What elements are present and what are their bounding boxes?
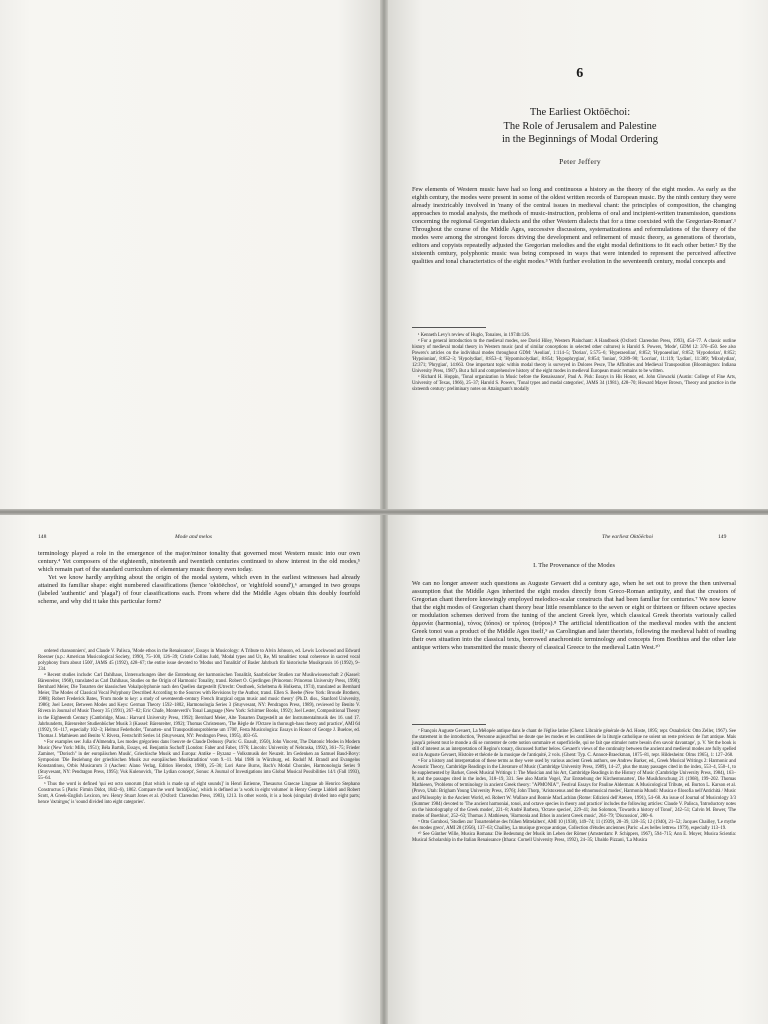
top-footnotes	[412, 333, 736, 393]
right-running-head: The earliest Oktōēchoi	[602, 534, 653, 540]
page-148-body	[38, 550, 360, 606]
page-149-body: We can no longer answer such questions as Auguste Gevaert did a century ago, when he set out to prove the then universal assumption that the Middle Ages inherited the eight modes directly from Greco-Roman antiquity, and that the creators of Gregorian chant therefore knowingly employed melodico-scalar constructs that had been familiar for centuries.⁷ We now know that the eight modes of Gregorian chant theory bear little resemblance to the seven or eight or thirteen or fifteen octave species or modulation schemes derived from the tuning of the ancient Greek lyre, which classical Greek theorists variously called ἁρμονία (harmonia), τόνος (tónos) or τρόπος (trópos).⁸ The artificial identification of the medieval modes with the ancient Greek tonoi was a product of the Middle Ages itself,⁹ as Carolingian and later theorists, following the medieval habit of reading their own situation into the classical texts, borrowed anachronistic terminology and concepts from Boethius and the other late antique writers who transmitted the music theory of classical Greece to the medieval Latin West.¹⁰	[412, 580, 736, 652]
top-spread-gutter	[380, 0, 388, 512]
left-folio: 148	[38, 534, 47, 540]
footnote-1: ¹ Kenneth Levy's review of Huglo, Tonaires, in 1974b:126.	[418, 333, 531, 338]
page-149-footnotes	[412, 729, 736, 844]
bottom-spread-gutter	[380, 512, 388, 1024]
footnote-rule	[412, 724, 486, 725]
chapter-title	[430, 106, 730, 147]
footnote-4: ⁴ Recent studies include: Carl Dahlhaus, Untersuchungen über die Entstehung der harmonischen Tonalität, Saarbrücker Studien zur Musikwissenschaft 2 (Kassel: Bärenreiter, 1968), translated as Carl Dahlhaus, Studies on the Origin of Harmonic Tonality, transl. Robert O. Gjerdingen (Princeton: Princeton University Press, 1990); Bernhard Meier, Die Tonarten der klassischen Vokalpolyphonie nach den Quellen dargestellt (Utrecht: Oosthoek, Scheltema & Holkema, 1974), translated as Bernhard Meier, The Modes of Classical Vocal Polyphony Described According to the Sources with Revisions by the Author, transl. Ellen S. Beebe (New York: Broude Brothers, 1988); Robert Frederick Bates, 'From mode to key: a study of seventeenth-century French liturgical organ music and music theory' (Ph.D. diss., Stanford University, 1986); Joel Lester, Between Modes and Keys: German Theory 1592–1802, Harmonologia Series 3 (Stuyvesant, NY: Pendragon Press, 1989), reviewed by Benito V. Rivera in Journal of Music Theory 35 (1991), 267–82; Eric Chafe, Monteverdi's Tonal Language (New York: Schirmer Books, 1992); Joel Lester, Compositional Theory in the Eighteenth Century (Cambridge, Mass.: Harvard University Press, 1992); Bernhard Meier, Alte Tonarten Dargestellt an der Instrumentalmusik des 16. und 17. Jahrhunderts, Bärenreiter Studienbücher Musik 3 (Kassel: Bärenreiter, 1992); Thomas Christensen, 'The Règle de l'Octave in thorough-bass theory and practice', AMI 64 (1992), 91–117, especially 102–3; Helmut Federhofer, 'Tonarten- und Transpositionsprobleme um 1700', Festa Musicologica: Essays in Honor of George J. Buelow, ed. Thomas J. Mathiesen and Benito V. Rivera, Festschrift Series 14 (Stuyvesant, NY: Pendragon Press, 1995), 403–65.	[38, 673, 360, 739]
footnote-3-continued: ordered chansonniers', and Claude V. Palisca, 'Mode ethos in the Renaissance', Essays in Musicology: A Tribute to Alvin Johnson, ed. Lewis Lockwood and Edward Roesner (n.p.: American Musicological Society, 1990), 75–100, 126–39; Cristle Collins Judd, 'Modal types and Ut, Re, Mi tonalities: tonal coherence in sacred vocal polyphony from about 1500', JAMS 45 (1992), 428–67; the entire issue devoted to 'Modus und Tonalität' of Basler Jahrbuch für historische Musikpraxis 16 (1992), 9–234.	[38, 649, 360, 673]
page-148-footnotes	[38, 649, 360, 806]
chapter-number: 6	[576, 66, 584, 81]
footnote-9: ⁹ Otto Gombosi, 'Studien zur Tonartenlehre des frühen Mittelalters', AMI 10 (1938), 149–74; 11 (1939), 28–39, 128–35; 12 (1940), 21–52; Jacques Chailley, 'Le mythe des modes grecs', AMI 28 (1956), 137–63; Chailley, La musique grecque antique, Collection d'études anciennes (Paris: «Les belles lettres» 1979), especially 113–19.	[412, 819, 736, 831]
chapter-title-line-1: The Earliest Oktōēchoi:	[529, 107, 631, 118]
footnote-6: ⁶ Thus the word is defined 'qui est octo sonorum [that which is made up of eight sounds]' in Henri Estienne, Thesaurus Graecae Linguae ab Henrico Stephano Constructus 5 (Paris: Firmin Didot, 1842–6), 1862. Compare the word 'ἀκτάῆλλος', which is defined as 'a work in eight volumes' in Henry George Liddell and Robert Scott, A Greek-English Lexicon, rev. Henry Stuart Jones et al. (Oxford: Clarendon Press, 1983), 1213. In other words, it is a book (singular) divided into eight parts; hence 'ἀκτάηχος' is 'sound divided into eight categories'.	[38, 782, 360, 806]
spread-divider	[0, 509, 768, 515]
right-folio: 149	[718, 534, 727, 540]
footnote-3: ³ Richard H. Hoppin, 'Tonal organization in Music before the Renaissance', Paul A. Pisk: Essays in His Honor, ed. John Glowacki (Austin: College of Fine Arts, University of Texas, 1966), 25–37; Harold S. Powers, 'Tonal types and modal categories', JAMS 34 (1981), 428–70; Howard Mayer Brown, 'Theory and practice in the sixteenth century: preliminary notes on Attaingnant's modally	[412, 375, 736, 393]
footnote-8: ⁸ For a history and interpretation of these terms as they were used by various ancient Greek authors, see Andrew Barker, ed., Greek Musical Writings 2: Harmonic and Acoustic Theory, Cambridge Readings in the Literature of Music (Cambridge University Press, 1989), 14–27, plus the many passages cited in the index, 553–4, 550–1, to be supplemented by Barker, Greek Musical Writings 1: The Musician and his Art, Cambridge Readings in the History of Music (Cambridge University Press, 1984), 163–8, and the passages cited in the index, 318–19, 331. See also Martin Vogel, 'Zur Entstehung der Kirchentonarten', Die Musikforschung 21 (1968), 199–202. Thomas Mathiesen, 'Problems of terminology in ancient Greek theory: "APMONIA"', Festival Essays for Pauline Alderman: A Musicological Tribute, ed. Burton L. Karson et al. (Provo, Utah: Brigham Young University Press, 1976); John Thorp, 'Aristoxenus and the ethnomusical modes', Harmonia Mundi: Musica e filosofia nell'Antichità / Music and Philosophy in the Ancient World, ed. Robert W. Wallace and Bonnie MacLachlan (Rome: Edizioni dell'Ateneo, 1991), 54–68. An issue of Journal of Musicology 3/3 (Summer 1984) devoted to 'The ancient harmoniai, tonoi, and octave species in theory and practice' includes the following articles: Claude V. Palisca, 'Introductory notes on the historiography of the Greek modes', 221–8; André Barbera, 'Octave species', 229–41; Jon Solomon, 'Towards a history of Tonoi', 242–51; Calvin M. Bower, 'The modes of Boethius', 252–63; Thomas J. Mathiesen, 'Harmonia and Ethos in ancient Greek music', 264–79; 'Discussion', 280–6.	[412, 759, 736, 819]
chapter-title-line-2: The Role of Jerusalem and Palestine	[503, 120, 657, 132]
page-148-paragraph-1: terminology played a role in the emergence of the major/minor tonality that governed most Western music into our own century.⁴ Yet composers of the eighteenth, nineteenth and twentieth centuries continued to show interest in the old modes,⁵ which remain part of the standard curriculum of elementary music theory even today.	[38, 550, 360, 574]
footnote-5: ⁵ For examples see: Julia d'Almendra, Les modes grégoriens dans l'oeuvre de Claude Debussy (Paris: G. Enault, 1950), John Vincent, The Diatonic Modes in Modern Music (New York: Mills, 1951); Béla Bartók, Essays, ed. Benjamin Suchoff (London: Faber and Faber, 1976; Lincoln: University of Nebraska, 1992), 361–75; Frieder Zaminer, '"Dorisch" in der europäischen Musik', Griechische Musik und Europa: Antike – Byzanz – Volksmusik der Neuzeit. Im Gedenken an Samuel Baud-Bovy: Symposion 'Die Beziehung der griechischen Musik zur europäischen Musiktradition' vom 9.–11. Mai 1986 in Würzburg, ed. Rudolf M. Brandl and Evangelos Konstantinou, Orbis Musicarum 3 (Aachen: Alano Verlag, Edition Herodot, 1988), 25–36; Lori Anne Burns, Bach's Modal Chorales, Harmonologia Series 9 (Stuyvesant, NY: Pendragon Press, 1995); Vuk Kulenovich, 'The Lydian concept', Sonus: A Journal of Investigations into Global Musical Possibilities 14/1 (Fall 1993), 55–64.	[38, 739, 360, 781]
left-running-head: Mode and melos	[175, 534, 212, 540]
bottom-book-spread	[0, 512, 768, 1024]
page-148-paragraph-2: Yet we know hardly anything about the origin of the modal system, which even in the earliest witnesses had already attained its familiar shape: eight numbered classifications (hence 'oktōēchos', or 'eightfold sound'),⁶ arranged in two groups (labeled 'authentic' and 'plagal') of four classifications each. From where did the Middle Ages obtain this doubly fourfold scheme, and why did it take this particular form?	[38, 574, 360, 606]
top-left-page-blank	[0, 0, 384, 512]
chapter-opening-paragraph: Few elements of Western music have had so long and continuous a history as the theory of the eight modes. As early as the eighth century, the modes were present in some of the oldest written records of European music. By the ninth century they were already inextricably involved in 'many of the central issues in medieval chant: the principles of composition, the changing approaches to modal analysis, the methods of music-instruction, problems of oral and incipient-written transmission, questions concerning the regional Gregorian dialects and the other Western dialects that for a time coexisted with the Gregorian-Roman'.¹ Throughout the course of the Middle Ages, successive discussions, systematizations and reformulations of the theory of the modes were among the strongest forces driving the development and refinement of music theory, as generations of theorists, editors and copyists repeatedly adjusted the Gregorian melodies and the eight modal definitions to fit each other better.² By the sixteenth century, polyphonic music was being composed in ways that were intended to represent the perceived affective qualities and tonal characteristics of the eight modes.³ With further evolution in the seventeenth century, modal concepts and	[412, 186, 736, 266]
footnote-7: ⁷ François Auguste Gevaert, La Mélopée antique dans le chant de l'église latine (Ghent: Librairie générale de Ad. Hoste, 1895; repr. Osnabrück: Otto Zeller, 1967). See the statement in the introduction, 'Personne aujourd'hui ne doute que les modes et les cantilènes de la liturgie catholique ne soient un reste précieux de l'art antique. Mais jusqu'à présent tout le monde a dû se contenter de cette notion sommaire et superficielle, qui ne fait que stimuler notre besoin d'en savoir davantage', p. V. Yet the book is still of interest as an interpretation of Regino's tonary, discussed further below. Gevaert's views of the continuity between the ancient and medieval modes are fully spelled out in Auguste Gevaert, Histoire et théorie de la musique de l'antiquité, 2 vols. (Ghent: Typ. C. Annoot-Braeckman, 1875–81, repr. Hildesheim: Olms 1965), 1: 127–268.	[412, 729, 736, 759]
footnote-2: ² For a general introduction to the medieval modes, see David Hiley, Western Plainchant: A Handbook (Oxford: Clarendon Press, 1993), 454–77. A classic outline history of medieval modal theory in Western music (and of similar conceptions in selected other cultures) is Harold S. Powers, 'Mode', GDM 12: 376–450. See also Powers's articles on the individual modes throughout GDM: 'Aeolian', 1:114–5; 'Dorian', 5:575–6; 'Hyperaeolian', 8:852; 'Hypoaeolian', 8:852; 'Hypodorian', 8:852; 'Hypoionian', 8:852–3; 'Hypolydian', 8:853–4; 'Hypomixolydian', 8:854; 'Hypophrygian', 8:854; 'Ionian', 9:289–90; 'Locrian', 11:119; 'Lydian', 11:389; 'Mixolydian', 12:371; 'Phrygian', 14:663. One important topic within modal theory is surveyed in Dolores Pesce, The Affinities and Medieval Transposition (Bloomington: Indiana University Press, 1987). But a full and comprehensive history of the eight modes in medieval European music remains to be written.	[412, 339, 736, 375]
chapter-title-line-3: in the Beginnings of Modal Ordering	[501, 134, 659, 145]
section-heading: I. The Provenance of the Modes	[533, 562, 615, 569]
chapter-author: Peter Jeffery	[559, 156, 601, 166]
chapter-heading	[430, 66, 730, 166]
footnote-10: ¹⁰ See Günther Wille, Musica Romana: Die Bedeutung der Musik im Leben der Römer (Amsterdam: P. Schippers, 1967), 594–715; Ann E. Moyer, Musica Scientia: Musical Scholarship in the Italian Renaissance (Ithaca: Cornell University Press, 1992), 24–35; Ubaldo Pizzani, 'La Musica	[412, 831, 736, 843]
footnote-rule	[412, 327, 486, 328]
